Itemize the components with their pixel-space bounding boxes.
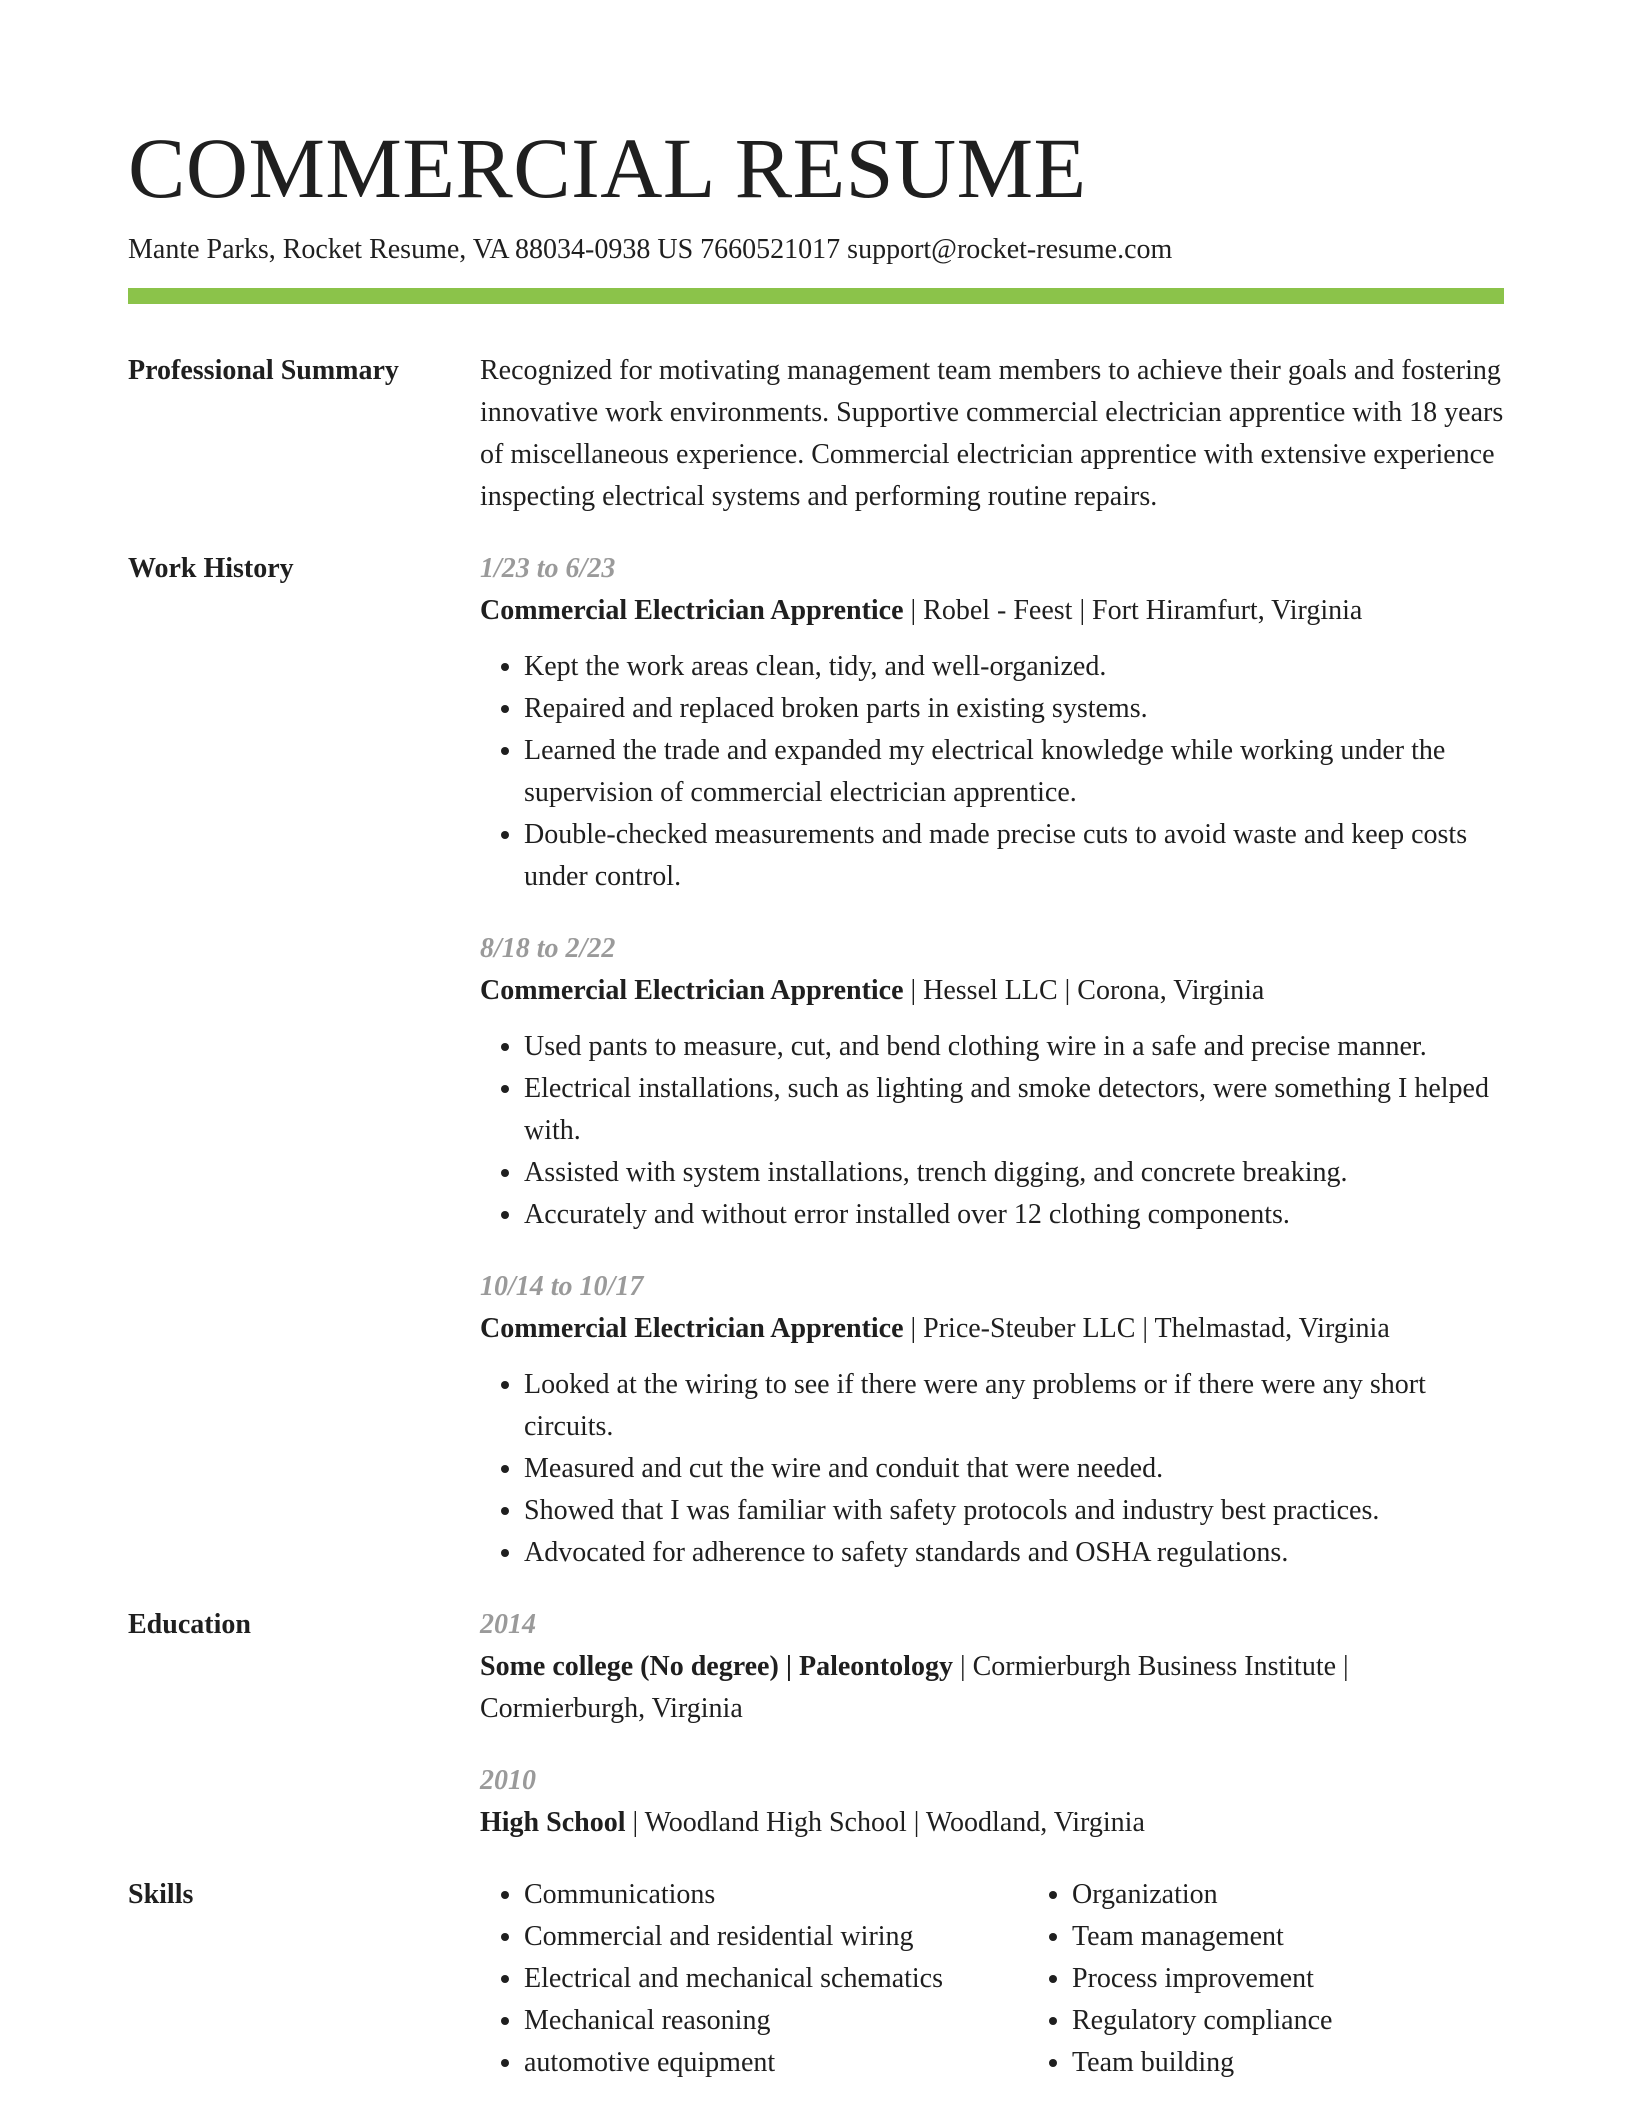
work-history-section: [128, 548, 1504, 1574]
education-details: | Woodland High School | Woodland, Virginia: [625, 1807, 1145, 1838]
contact-phone: 7660521017: [700, 234, 841, 265]
contact-email: support@rocket-resume.com: [847, 234, 1173, 265]
skill-item: • Process improvement: [1072, 1958, 1492, 2000]
job-bullets: [480, 1364, 1504, 1574]
skill-item: • Commercial and residential wiring: [524, 1916, 1028, 1958]
skill-item: • Regulatory compliance: [1072, 2000, 1492, 2042]
job-entry: [480, 548, 1504, 898]
skills-section: [128, 1874, 1504, 2084]
job-bullet: • Electrical installations, such as lighting and smoke detectors, were something I helped with.: [524, 1068, 1504, 1152]
job-details: | Hessel LLC | Corona, Virginia: [903, 975, 1265, 1006]
job-bullet: • Looked at the wiring to see if there were any problems or if there were any short circuits.: [524, 1364, 1504, 1448]
job-details: | Price-Steuber LLC | Thelmastad, Virginia: [903, 1313, 1390, 1344]
education-content: [480, 1604, 1504, 1844]
job-title-line: [480, 590, 1504, 632]
resume-title: COMMERCIAL RESUME: [128, 120, 1087, 216]
skills-content: [480, 1874, 1504, 2084]
education-line: [480, 1646, 1504, 1730]
contact-address: Mante Parks, Rocket Resume, VA 88034-0938 US: [128, 234, 694, 265]
skill-item: • automotive equipment: [524, 2042, 1028, 2084]
job-dates: 8/18 to 2/22: [480, 933, 616, 964]
job-dates: 10/14 to 10/17: [480, 1271, 644, 1302]
contact-line: [128, 232, 1504, 268]
job-title: Commercial Electrician Apprentice: [480, 595, 904, 626]
skill-item: • Team management: [1072, 1916, 1492, 1958]
education-line: [480, 1802, 1504, 1844]
job-bullet: • Used pants to measure, cut, and bend clothing wire in a safe and precise manner.: [524, 1026, 1504, 1068]
skill-item: • Electrical and mechanical schematics: [524, 1958, 1028, 2000]
education-section: [128, 1604, 1504, 1844]
education-details: | Cormierburgh Business Institute | Cormierburgh, Virginia: [480, 1651, 1349, 1724]
skill-item: • Communications: [524, 1874, 1028, 1916]
job-bullet: • Double-checked measurements and made precise cuts to avoid waste and keep costs under control.: [524, 814, 1504, 898]
education-entry: [480, 1604, 1504, 1730]
job-bullet: • Assisted with system installations, trench digging, and concrete breaking.: [524, 1152, 1504, 1194]
education-year: 2010: [480, 1765, 536, 1796]
job-title-line: [480, 1308, 1504, 1350]
summary-content: [480, 350, 1504, 518]
education-degree: Some college (No degree) | Paleontology: [480, 1651, 953, 1682]
section-label-skills: Skills: [128, 1879, 194, 1910]
education-degree: High School: [480, 1807, 626, 1838]
job-title: Commercial Electrician Apprentice: [480, 1313, 904, 1344]
job-title-line: [480, 970, 1504, 1012]
job-bullet: • Learned the trade and expanded my electrical knowledge while working under the supervision of commercial electrician apprentice.: [524, 730, 1504, 814]
job-dates: 1/23 to 6/23: [480, 553, 616, 584]
job-entry: [480, 928, 1504, 1236]
summary-section: [128, 350, 1504, 518]
job-details: | Robel - Feest | Fort Hiramfurt, Virginia: [903, 595, 1363, 626]
work-history-content: [480, 548, 1504, 1574]
skill-item: • Mechanical reasoning: [524, 2000, 1028, 2042]
skill-item: • Organization: [1072, 1874, 1492, 1916]
section-label-work-history: Work History: [128, 553, 294, 584]
job-bullet: • Repaired and replaced broken parts in existing systems.: [524, 688, 1504, 730]
job-bullet: • Kept the work areas clean, tidy, and well-organized.: [524, 646, 1504, 688]
section-label-education: Education: [128, 1609, 251, 1640]
education-year: 2014: [480, 1609, 536, 1640]
summary-text: Recognized for motivating management team members to achieve their goals and fostering innovative work environments. Supportive commercial electrician apprentice with 18 years of miscellaneous experience. Commercial electrician apprentice with extensive experience inspecting electrical systems and performing routine repairs.: [480, 355, 1504, 512]
job-bullet: • Showed that I was familiar with safety protocols and industry best practices.: [524, 1490, 1504, 1532]
education-entry: [480, 1760, 1504, 1844]
job-entry: [480, 1266, 1504, 1574]
job-bullets: [480, 646, 1504, 898]
job-bullet: • Measured and cut the wire and conduit that were needed.: [524, 1448, 1504, 1490]
skill-item: • Team building: [1072, 2042, 1492, 2084]
job-bullets: [480, 1026, 1504, 1236]
header-divider: [128, 288, 1504, 304]
section-label-summary: Professional Summary: [128, 355, 399, 386]
job-title: Commercial Electrician Apprentice: [480, 975, 904, 1006]
skills-list-right: [1028, 1874, 1492, 2084]
job-bullet: • Advocated for adherence to safety standards and OSHA regulations.: [524, 1532, 1504, 1574]
job-bullet: • Accurately and without error installed over 12 clothing components.: [524, 1194, 1504, 1236]
skills-list-left: [480, 1874, 1028, 2084]
